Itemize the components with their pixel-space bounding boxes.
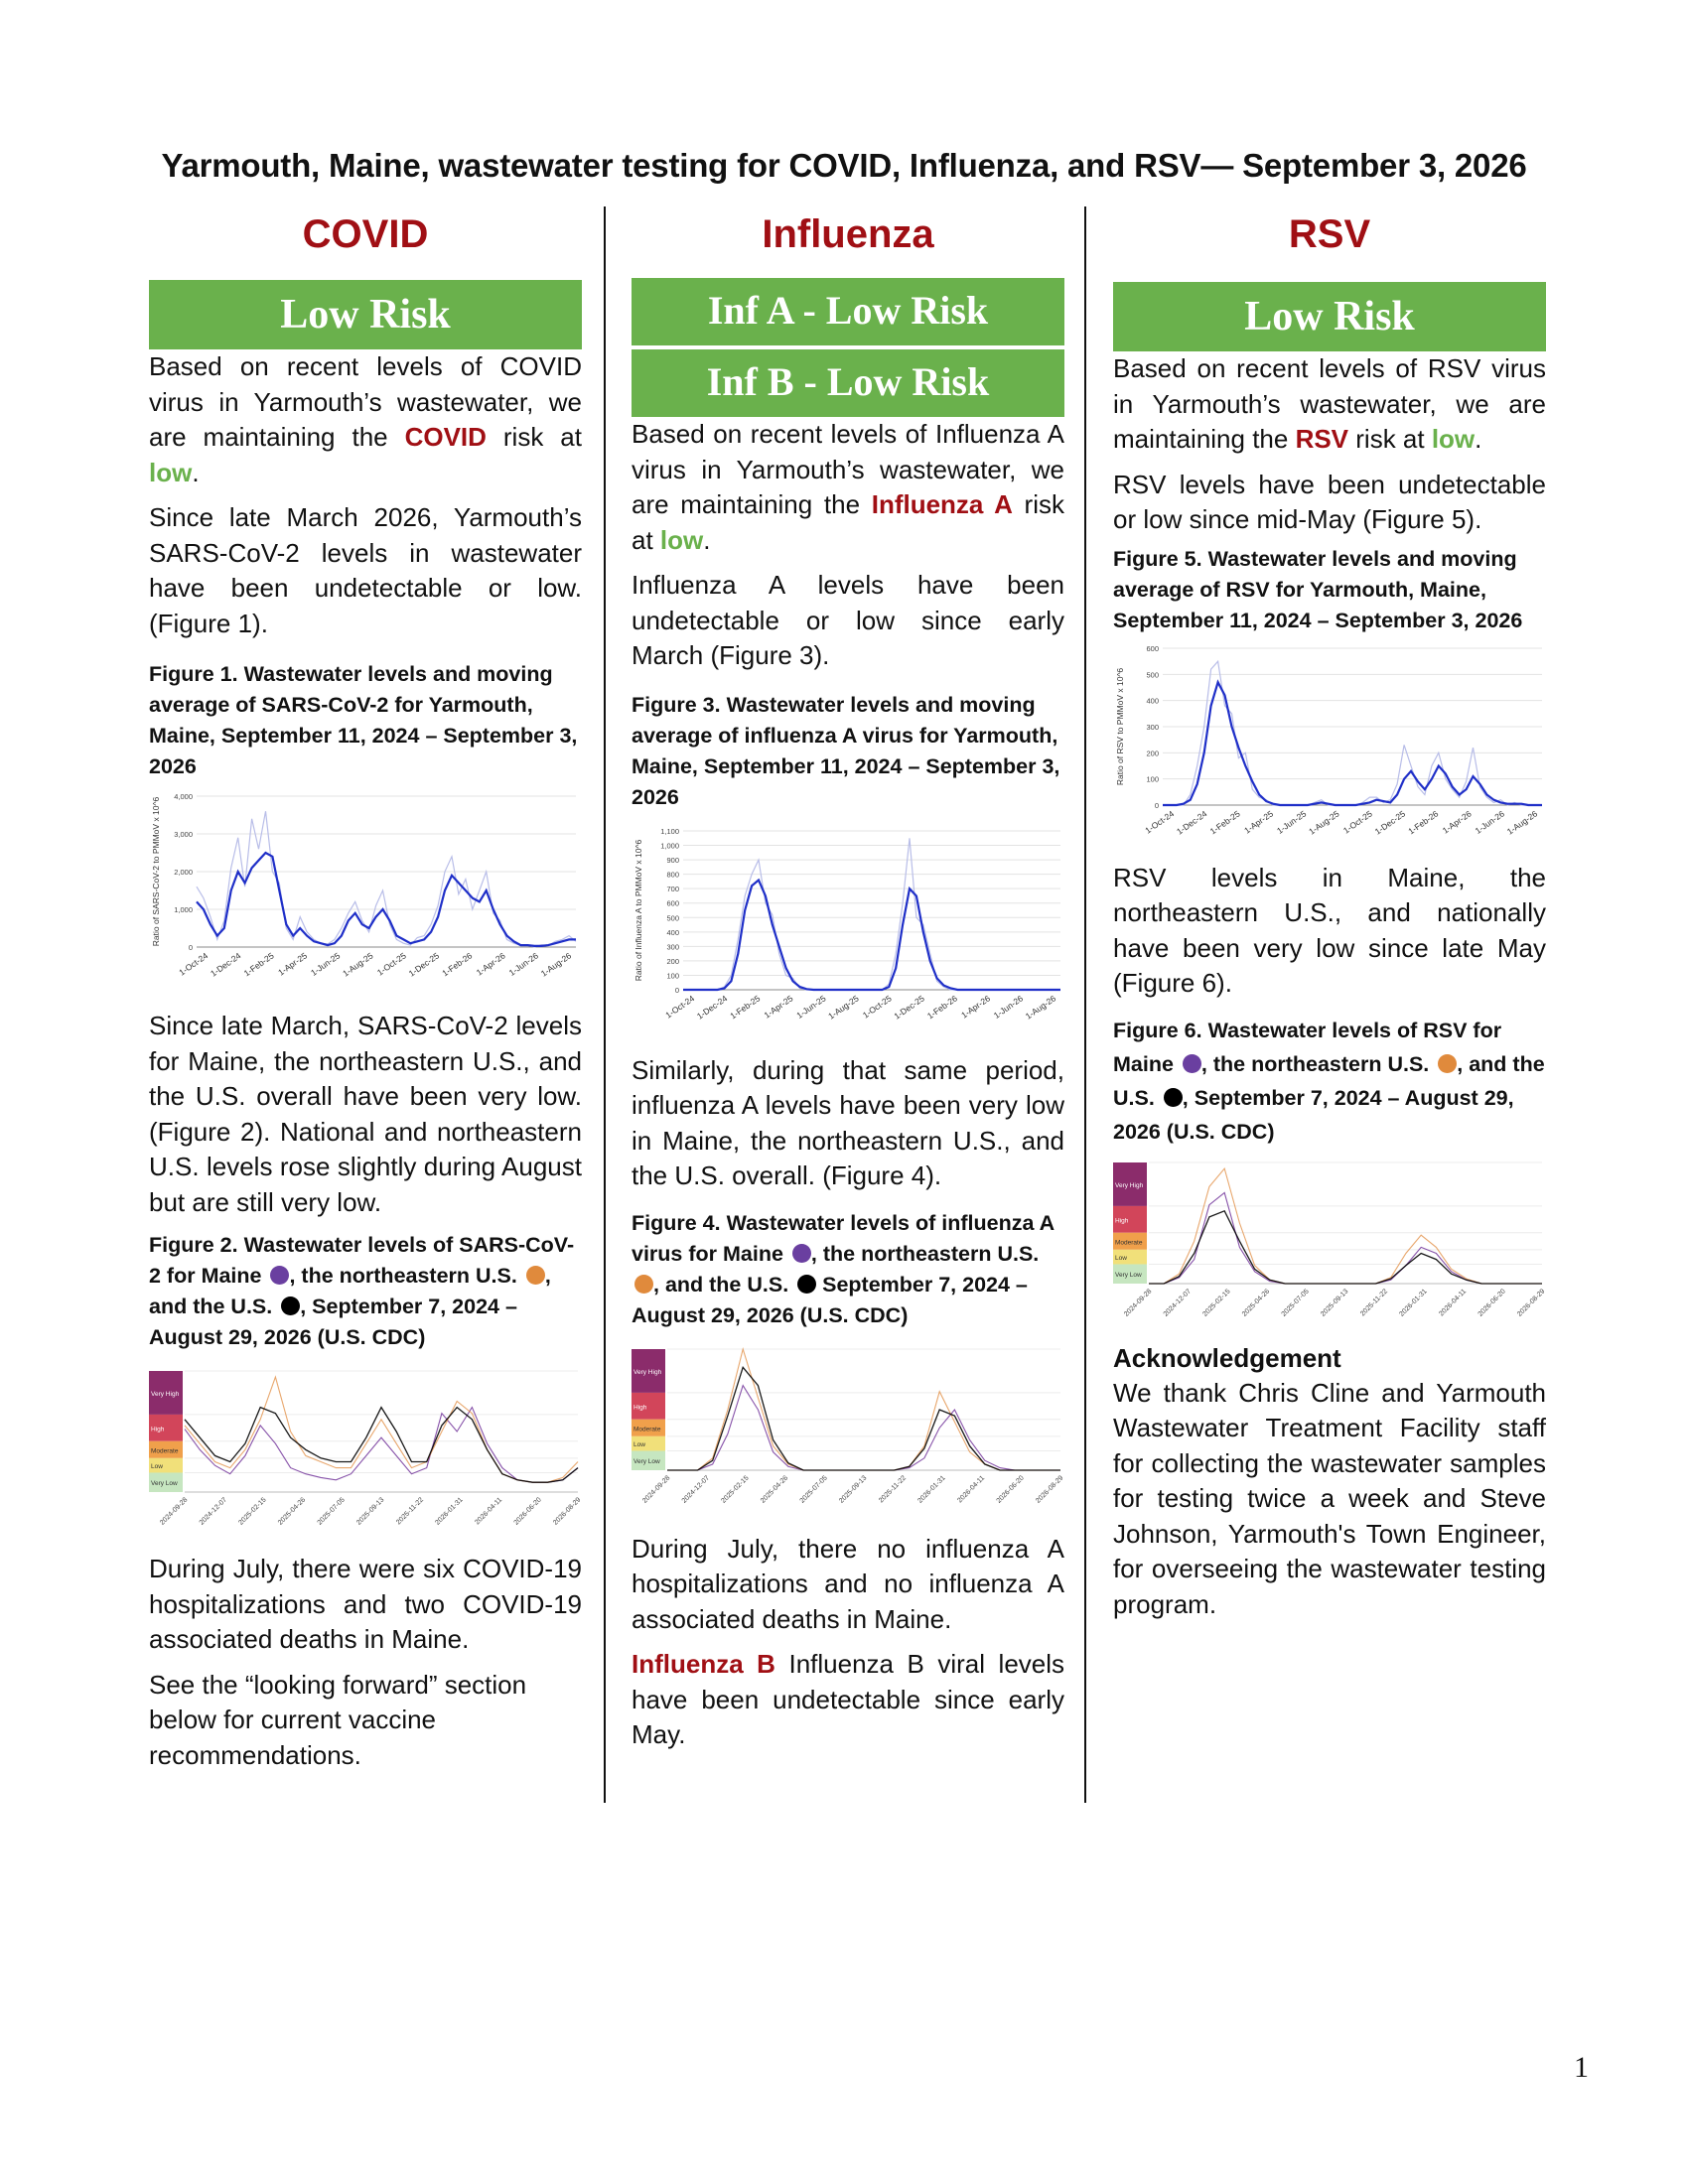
influenza-paragraph-1: Based on recent levels of Influenza A virus in Yarmouth’s wastewater, we are maintaining the Influenza A risk at low.	[632, 419, 1064, 555]
level-label: Very Low	[1115, 1271, 1142, 1279]
x-tick-label: 1-Jun-25	[794, 992, 828, 1021]
figure-4-chart	[632, 1343, 1064, 1520]
x-tick-label: 1-Jun-26	[1473, 807, 1506, 836]
y-tick-label: 900	[666, 855, 679, 865]
covid-paragraph-1: Based on recent levels of COVID virus in Yarmouth’s wastewater, we are maintaining the COVID risk at low.	[149, 351, 582, 487]
x-tick-label: 2026-01-31	[434, 1496, 465, 1527]
page-number: 1	[1574, 2051, 1589, 2084]
x-tick-label: 2024-09-28	[1123, 1287, 1154, 1318]
y-tick-label: 4,000	[174, 792, 193, 801]
y-tick-label: 3,000	[174, 830, 193, 839]
x-tick-label: 2026-04-11	[956, 1473, 987, 1504]
covid-column	[149, 206, 582, 1773]
x-tick-label: 1-Dec-24	[209, 950, 243, 979]
figure-1-chart	[149, 788, 582, 995]
x-tick-label: 1-Aug-25	[341, 950, 375, 979]
level-label: Very High	[151, 1390, 180, 1398]
x-tick-label: 2025-09-13	[355, 1496, 386, 1527]
y-axis-label: Ratio of RSV to PMMoV x 10^6	[1115, 667, 1125, 785]
influenza-paragraph-5: Influenza B Influenza B viral levels have been undetectable since early May.	[632, 1649, 1065, 1749]
influenza-paragraph-4: During July, there no influenza A hospitalizations and no influenza A associated deaths in Maine.	[632, 1533, 1064, 1634]
rsv-risk-banner: Low Risk	[1113, 282, 1546, 351]
x-tick-label: 1-Oct-24	[663, 992, 697, 1021]
x-tick-label: 1-Aug-26	[1023, 992, 1058, 1022]
influenza-paragraph-3: Similarly, during that same period, influenza A levels have been very low in Maine, the northeastern U.S., and the U.S. overall. (Figure 4).	[632, 1054, 1064, 1190]
column-divider	[1084, 206, 1086, 1803]
y-tick-label: 400	[666, 927, 679, 937]
level-label: High	[1115, 1216, 1129, 1224]
x-tick-label: 1-Feb-25	[241, 950, 276, 979]
x-tick-label: 1-Aug-25	[826, 992, 861, 1022]
sample-series-line	[1163, 661, 1542, 805]
y-tick-label: 700	[666, 884, 679, 893]
x-tick-label: 1-Dec-25	[892, 992, 926, 1022]
x-tick-label: 2025-09-13	[838, 1473, 869, 1505]
level-label: High	[633, 1403, 647, 1411]
level-label: High	[151, 1426, 165, 1433]
northeast-dot-icon	[634, 1275, 653, 1294]
x-tick-label: 2026-04-11	[474, 1496, 504, 1527]
rsv-column	[1113, 206, 1546, 1622]
x-tick-label: 1-Feb-26	[1406, 807, 1441, 836]
x-tick-label: 2025-11-22	[878, 1473, 909, 1504]
us-dot-icon	[281, 1297, 300, 1315]
x-tick-label: 2024-12-07	[198, 1496, 229, 1527]
influenza-paragraph-2: Influenza A levels have been undetectable or low since early March (Figure 3).	[632, 570, 1064, 670]
y-tick-label: 1,000	[174, 905, 193, 914]
figure-6-chart	[1113, 1157, 1546, 1333]
x-tick-label: 2025-07-05	[316, 1496, 347, 1527]
x-tick-label: 2026-08-29	[1516, 1287, 1546, 1318]
x-tick-label: 2024-12-07	[1162, 1287, 1194, 1318]
level-label: Low	[633, 1440, 645, 1448]
x-tick-label: 1-Aug-25	[1307, 807, 1341, 837]
figure-5-caption: Figure 5. Wastewater levels and moving average of RSV for Yarmouth, Maine, September 11, 2024 – September 3, 2026	[1113, 546, 1523, 632]
y-axis-label: Ratio of SARS-CoV-2 to PMMoV x 10^6	[151, 796, 161, 947]
acknowledgement-heading: Acknowledgement	[1113, 1342, 1341, 1373]
x-tick-label: 2025-11-22	[1359, 1287, 1390, 1317]
x-tick-label: 2025-07-05	[1280, 1287, 1311, 1318]
moving-average-line	[683, 880, 1060, 990]
acknowledgement-text: We thank Chris Cline and Yarmouth Wastewater Treatment Facility staff for collecting the wastewater samples for testing twice a week and Steve Johnson, Yarmouth's Town Engineer, for overseeing the wastewater testing program.	[1113, 1377, 1546, 1619]
y-tick-label: 1,000	[660, 841, 679, 851]
y-tick-label: 500	[666, 912, 679, 922]
x-tick-label: 1-Oct-25	[860, 992, 894, 1021]
x-tick-label: 2025-07-05	[798, 1473, 829, 1505]
covid-heading: COVID	[302, 212, 429, 256]
y-tick-label: 0	[1154, 800, 1159, 810]
level-label: Moderate	[633, 1425, 661, 1433]
y-tick-label: 500	[1146, 669, 1159, 679]
influenza-b-risk-banner: Inf B - Low Risk	[632, 349, 1064, 417]
covid-paragraph-3: Since late March, SARS-CoV-2 levels for Maine, the northeastern U.S., and the U.S. overall have been very low. (Figure 2). National and northeastern U.S. levels rose slightly during August but are still very low.	[149, 1011, 582, 1217]
y-tick-label: 2,000	[174, 868, 193, 877]
figure-4-caption: Figure 4. Wastewater levels of influenza A virus for Maine , the northeastern U.S. , and the U.S. September 7, 2024 – August 29, 2026 (U.S. CDC)	[632, 1210, 1055, 1327]
x-tick-label: 2026-01-31	[916, 1473, 947, 1505]
x-tick-label: 1-Apr-26	[959, 992, 992, 1021]
x-tick-label: 2026-04-11	[1438, 1287, 1469, 1317]
y-tick-label: 300	[666, 941, 679, 951]
x-tick-label: 1-Apr-25	[1242, 807, 1275, 836]
y-axis-label: Ratio of Influenza A to PMMoV x 10^6	[633, 839, 643, 981]
northeast-series-line	[1149, 1168, 1542, 1284]
x-tick-label: 1-Jun-26	[991, 992, 1026, 1021]
us-series-line	[1149, 1210, 1542, 1283]
x-tick-label: 1-Feb-26	[924, 992, 959, 1021]
level-label: Low	[151, 1463, 163, 1471]
figure-2-chart	[149, 1365, 582, 1542]
x-tick-label: 1-Aug-26	[1504, 807, 1540, 837]
x-tick-label: 2024-09-28	[159, 1496, 190, 1527]
x-tick-label: 1-Aug-26	[538, 950, 574, 979]
x-tick-label: 1-Feb-25	[728, 992, 763, 1021]
x-tick-label: 2025-04-26	[276, 1496, 308, 1527]
covid-paragraph-5: See the “looking forward” section below for current vaccine recommendations.	[149, 1669, 527, 1770]
x-tick-label: 1-Oct-24	[1143, 807, 1177, 836]
y-tick-label: 1,100	[660, 826, 679, 836]
maine-dot-icon	[792, 1244, 811, 1263]
y-tick-label: 300	[1146, 722, 1159, 732]
sample-series-line	[197, 811, 576, 947]
us-dot-icon	[1164, 1088, 1183, 1107]
x-tick-label: 1-Feb-26	[440, 950, 475, 979]
figure-2-caption: Figure 2. Wastewater levels of SARS-CoV-2 for Maine , the northeastern U.S. , and the U.S. , September 7, 2024 – August 29, 2026 (U.S. CDC)	[149, 1233, 575, 1349]
x-tick-label: 2025-02-15	[720, 1473, 751, 1505]
x-tick-label: 1-Apr-26	[474, 950, 507, 978]
level-label: Moderate	[1115, 1238, 1143, 1246]
level-label: Low	[1115, 1254, 1127, 1262]
maine-dot-icon	[1183, 1054, 1201, 1073]
x-tick-label: 2024-09-28	[641, 1473, 672, 1505]
x-tick-label: 2026-01-31	[1398, 1287, 1429, 1318]
figure-3-chart	[632, 823, 1064, 1041]
figure-1-caption: Figure 1. Wastewater levels and moving average of SARS-CoV-2 for Yarmouth, Maine, September 11, 2024 – September 3, 2026	[149, 662, 578, 778]
level-label: Very High	[633, 1368, 662, 1376]
y-tick-label: 200	[666, 956, 679, 966]
level-label: Moderate	[151, 1447, 179, 1455]
northeast-dot-icon	[526, 1266, 545, 1285]
moving-average-line	[197, 853, 576, 946]
x-tick-label: 1-Oct-25	[374, 950, 408, 978]
x-tick-label: 1-Apr-26	[1440, 807, 1474, 836]
rsv-paragraph-1: Based on recent levels of RSV virus in Yarmouth’s wastewater, we are maintaining the RSV risk at low.	[1113, 353, 1546, 454]
column-divider	[604, 206, 606, 1803]
covid-risk-banner: Low Risk	[149, 280, 582, 349]
page-title: Yarmouth, Maine, wastewater testing for COVID, Influenza, and RSV— September 3, 2026	[161, 147, 1527, 184]
covid-paragraph-2: Since late March 2026, Yarmouth’s SARS-CoV-2 levels in wastewater have been undetectable or low. (Figure 1).	[149, 502, 582, 638]
x-tick-label: 2026-08-29	[552, 1496, 582, 1527]
rsv-heading: RSV	[1288, 212, 1371, 256]
x-tick-label: 1-Jun-26	[506, 950, 540, 978]
covid-paragraph-4: During July, there were six COVID-19 hospitalizations and two COVID-19 associated deaths in Maine.	[149, 1554, 582, 1654]
northeast-series-line	[185, 1377, 578, 1482]
y-tick-label: 600	[666, 898, 679, 908]
x-tick-label: 1-Oct-24	[177, 950, 211, 978]
x-tick-label: 2025-11-22	[395, 1496, 426, 1527]
figure-3-caption: Figure 3. Wastewater levels and moving average of influenza A virus for Yarmouth, Maine, September 11, 2024 – September 3, 2026	[632, 692, 1060, 809]
us-dot-icon	[797, 1275, 816, 1294]
x-tick-label: 2026-06-20	[995, 1473, 1026, 1505]
x-tick-label: 1-Jun-25	[1275, 807, 1309, 836]
y-tick-label: 0	[188, 943, 193, 952]
level-label: Very Low	[633, 1457, 660, 1465]
figure-6-caption: Figure 6. Wastewater levels of RSV for Maine , the northeastern U.S. , and the U.S. , September 7, 2024 – August 29, 2026 (U.S. CDC)	[1113, 1018, 1545, 1144]
y-tick-label: 0	[674, 985, 679, 995]
x-tick-label: 1-Dec-24	[694, 992, 730, 1022]
x-tick-label: 2026-06-20	[1477, 1287, 1507, 1318]
x-tick-label: 2025-04-26	[759, 1473, 790, 1505]
x-tick-label: 1-Jun-25	[309, 950, 343, 978]
x-tick-label: 1-Apr-25	[276, 950, 309, 978]
x-tick-label: 1-Dec-24	[1175, 807, 1209, 837]
influenza-heading: Influenza	[762, 212, 934, 256]
sample-series-line	[683, 838, 1060, 990]
northeast-series-line	[667, 1349, 1060, 1470]
influenza-column	[632, 206, 1064, 1753]
x-tick-label: 1-Feb-25	[1207, 807, 1242, 836]
y-tick-label: 100	[666, 970, 679, 980]
x-tick-label: 1-Apr-25	[762, 992, 795, 1021]
x-tick-label: 2025-02-15	[1201, 1287, 1232, 1318]
figure-5-chart	[1113, 642, 1546, 851]
rsv-paragraph-3: RSV levels in Maine, the northeastern U.S., and nationally have been very low since late May (Figure 6).	[1113, 862, 1546, 998]
x-tick-label: 2024-12-07	[680, 1473, 712, 1505]
x-tick-label: 2025-04-26	[1240, 1287, 1272, 1318]
y-tick-label: 100	[1146, 774, 1159, 784]
influenza-a-risk-banner: Inf A - Low Risk	[632, 278, 1064, 345]
y-tick-label: 800	[666, 870, 679, 880]
y-tick-label: 200	[1146, 748, 1159, 757]
y-tick-label: 600	[1146, 643, 1159, 653]
us-series-line	[667, 1367, 1060, 1470]
rsv-paragraph-2: RSV levels have been undetectable or low since mid-May (Figure 5).	[1113, 469, 1546, 534]
maine-dot-icon	[270, 1266, 289, 1285]
maine-series-line	[667, 1385, 1060, 1469]
level-label: Very High	[1115, 1181, 1144, 1189]
x-tick-label: 2025-02-15	[237, 1496, 268, 1527]
x-tick-label: 2026-06-20	[512, 1496, 543, 1527]
northeast-dot-icon	[1438, 1054, 1457, 1073]
x-tick-label: 2025-09-13	[1320, 1287, 1350, 1318]
level-label: Very Low	[151, 1480, 178, 1488]
x-tick-label: 2026-08-29	[1035, 1473, 1064, 1505]
x-tick-label: 1-Dec-25	[1372, 807, 1408, 837]
x-tick-label: 1-Oct-25	[1340, 807, 1374, 836]
x-tick-label: 1-Dec-25	[406, 950, 442, 979]
y-tick-label: 400	[1146, 696, 1159, 706]
